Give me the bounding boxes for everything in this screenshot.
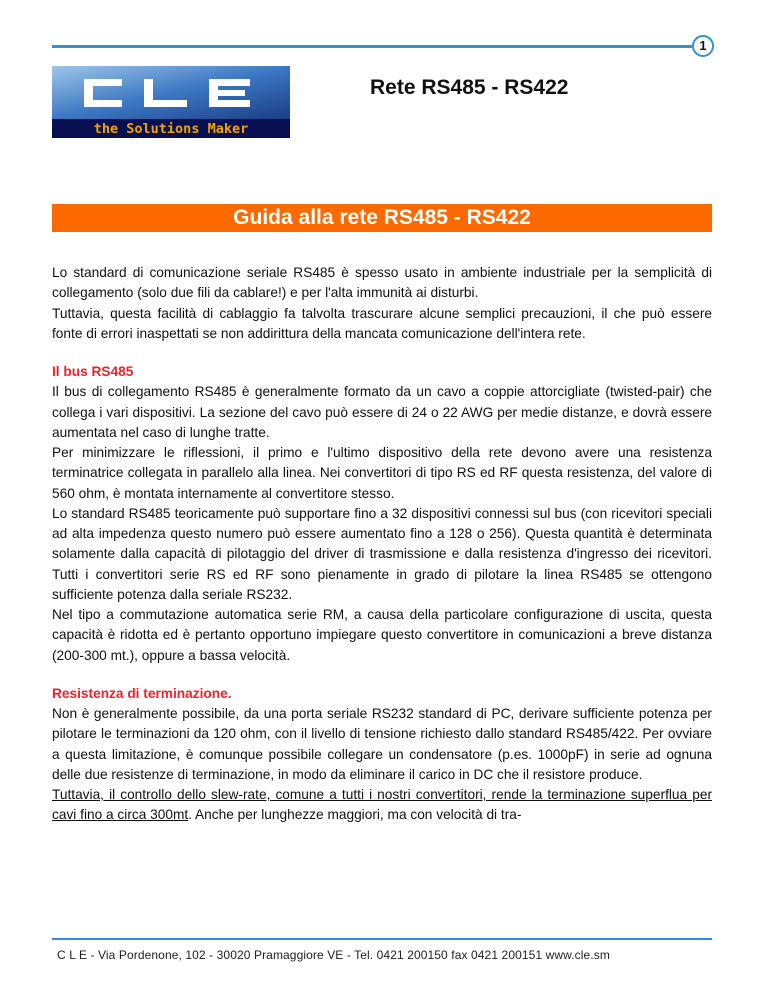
termination-paragraph-2 <box>52 785 712 826</box>
bus-paragraph-4: Nel tipo a commutazione automatica serie RM, a causa della particolare configurazione di uscita, questa capacità è ridotta ed è pertanto opportuno impiegare questo convertitore in comunicazioni a breve distanza (200-300 mt.), oppure a bassa velocità. <box>52 607 712 663</box>
section-heading-bus: Il bus RS485 <box>52 364 134 379</box>
underlined-note: Tuttavia, il controllo dello slew-rate, comune a tutti i nostri convertitori, rende la terminazione superflua per cavi fino a circa 300mt <box>52 787 712 823</box>
document-body <box>52 263 712 826</box>
footer-contact: C L E - Via Pordenone, 102 - 30020 Pramaggiore VE - Tel. 0421 200150 fax 0421 200151 www.cle.sm <box>57 948 610 962</box>
intro-paragraph-1: Lo standard di comunicazione seriale RS485 è spesso usato in ambiente industriale per la semplicità di collegamento (solo due fili da cablare!) e per l'alta immunità ai disturbi. <box>52 265 712 301</box>
bus-paragraph-1: Il bus di collegamento RS485 è generalmente formato da un cavo a coppie attorcigliate (twisted-pair) che collega i vari dispositivi. La sezione del cavo può essere di 24 o 22 AWG per medie distanze, e dovrà essere aumentata nel caso di lunghe tratte. <box>52 384 712 440</box>
termination-paragraph-1: Non è generalmente possibile, da una porta seriale RS232 standard di PC, derivare sufficiente potenza per pilotare le terminazioni da 120 ohm, con il livello di tensione richiesto dallo standard RS485/422. Per ovviare a questa limitazione, è comunque possibile collegare un condensatore (p.es. 1000pF) in serie ad ognuna delle due resistenze di terminazione, in modo da eliminare il carico in DC che il resistore produce. <box>52 706 712 782</box>
section-heading-termination: Resistenza di terminazione. <box>52 685 232 701</box>
guide-banner-title: Guida alla rete RS485 - RS422 <box>52 204 712 232</box>
intro-paragraph-2: Tuttavia, questa facilità di cablaggio fa talvolta trascurare alcune semplici precauzioni, il che può essere fonte di errori inaspettati se non addirittura della mancata comunicazione dell'intera rete. <box>52 305 712 341</box>
termination-paragraph-2-rest: . Anche per lunghezze maggiori, ma con velocità di tra- <box>188 807 522 823</box>
page-number-badge: 1 <box>692 35 714 57</box>
cle-logo <box>52 66 290 138</box>
bus-paragraph-2: Per minimizzare le riflessioni, il primo e l'ultimo dispositivo della rete devono avere una resistenza terminatrice collegata in parallelo alla linea. Nei convertitori di tipo RS ed RF questa resistenza, del valore di 560 ohm, è montata internamente al convertitore stesso. <box>52 445 712 501</box>
svg-text:the Solutions Maker: the Solutions Maker <box>93 121 249 137</box>
header-rule <box>52 45 692 48</box>
bus-paragraph-3: Lo standard RS485 teoricamente può supportare fino a 32 dispositivi connessi sul bus (con ricevitori speciali ad alta impedenza questo numero può essere aumentato fino a 128 o 256). Questa quantità è determinata solamente dalla capacità di pilotaggio del driver di trasmissione e dalla resistenza d'ingresso dei ricevitori. Tutti i convertitori serie RS ed RF sono pienamente in grado di pilotare la linea RS485 se ottengono sufficiente potenza dalla seriale RS232. <box>52 505 712 602</box>
footer-rule <box>52 938 712 940</box>
document-title: Rete RS485 - RS422 <box>370 76 569 99</box>
